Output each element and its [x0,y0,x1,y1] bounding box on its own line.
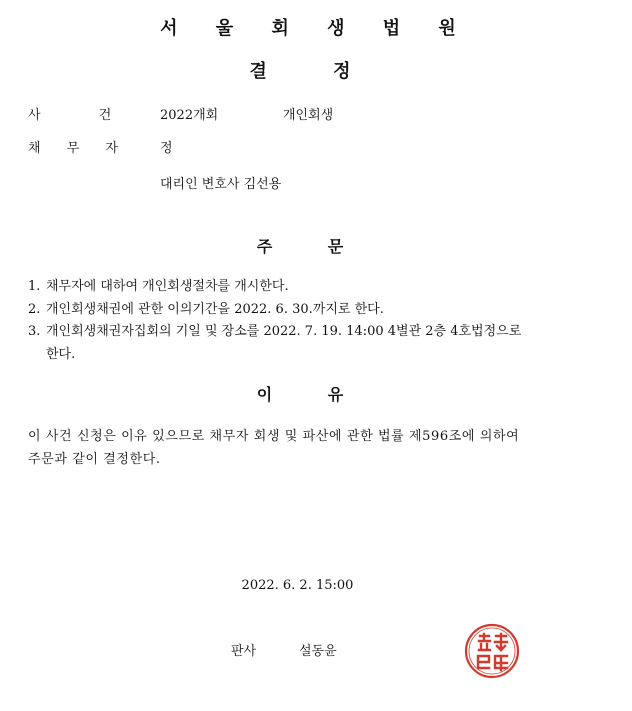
reason-heading: 이 유 [256,385,344,404]
order-item-text: 개인회생채권자집회의 기일 및 장소를 2022. 7. 19. 14:00 4별관 2층 4호법정으로 [46,324,522,339]
decision-date: 2022. 6. 2. 15:00 [241,578,354,593]
attorney: 대리인 변호사 김선용 [160,177,282,192]
seal-ring [466,625,518,677]
order-heading: 주 문 [256,237,344,256]
order-item-number: 3. [28,324,41,339]
order-item [28,275,289,294]
seal-glyphs [478,634,507,670]
reason-text-line: 주문과 같이 결정한다. [28,452,161,467]
debtor-name: 정 [160,141,173,156]
judge-label: 판사 [231,644,257,659]
judge-name: 설동윤 [299,644,337,659]
order-item-number: 2. [28,302,41,317]
order-item-text: 채무자에 대하여 개인회생절차를 개시한다. [46,279,289,294]
order-item [28,320,521,339]
order-item-continuation: 한다. [46,347,76,362]
order-item [28,298,384,317]
judge-seal-stamp [463,622,521,680]
case-number: 2022개회 [160,108,219,123]
order-item-text: 개인회생채권에 관한 이의기간을 2022. 6. 30.까지로 한다. [46,302,384,317]
case-type: 개인회생 [283,108,334,123]
debtor-label: 채 무 자 [28,141,118,156]
case-label: 사 건 [28,108,112,123]
order-item-number: 1. [28,279,41,294]
reason-text-line: 이 사건 신청은 이유 있으므로 채무자 회생 및 파산에 관한 법률 제596조에 의하여 [28,429,520,444]
document-title: 결 정 [249,61,351,82]
court-name: 서 울 회 생 법 원 [160,18,472,39]
